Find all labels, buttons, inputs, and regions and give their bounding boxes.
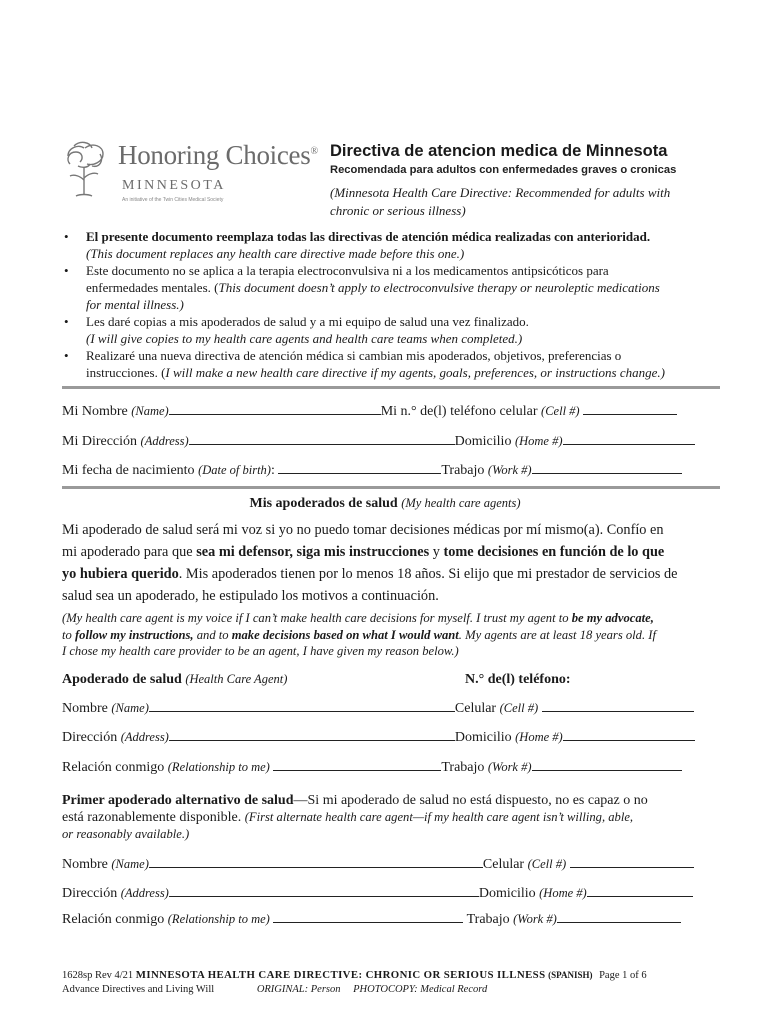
agent-work-phone-field[interactable] — [532, 756, 682, 771]
page-title: Directiva de atencion medica de Minnesota — [330, 142, 668, 160]
alternate-work-phone-field[interactable] — [557, 908, 681, 923]
logo — [62, 134, 322, 214]
agent-address-row: Dirección (Address) Domicilio (Home #) — [62, 726, 722, 746]
alternate-address-field[interactable] — [169, 882, 479, 897]
list-item: • Les daré copias a mis apoderados de salud y a mi equipo de salud una vez finalizado. (I will give copies to my health care agents and health care teams when completed.) — [60, 313, 730, 347]
my-dob-field[interactable] — [278, 459, 441, 474]
alternate-address-row: Dirección (Address) Domicilio (Home #) — [62, 882, 722, 902]
alternate-heading: Primer apoderado alternativo de salud—Si mi apoderado de salud no está dispuesto, no es capaz o no está razonablemente disponible. (First alternate health care agent—if my health care agent isn’t willing, able, or reasonably available.) — [62, 793, 648, 841]
divider — [62, 386, 720, 389]
my-name-field[interactable] — [169, 400, 381, 415]
logo-tagline: An initiative of the Twin Cities Medical Society — [122, 197, 224, 203]
my-dob-row: Mi fecha de nacimiento (Date of birth): Trabajo (Work #) — [62, 459, 722, 479]
footer: 1628sp Rev 4/21 MINNESOTA HEALTH CARE DIRECTIVE: CHRONIC OR SERIOUS ILLNESS (SPANISH) Page 1 of 6 Advance Directives and Living Will ORIGINAL: Person PHOTOCOPY: Medical Record — [62, 969, 647, 995]
my-address-row: Mi Dirección (Address) Domicilio (Home #) — [62, 430, 722, 450]
my-name-row: Mi Nombre (Name) Mi n.° de(l) teléfono celular (Cell #) — [62, 400, 722, 420]
divider — [62, 486, 720, 489]
section-heading: Mis apoderados de salud (My health care agents) — [249, 496, 521, 511]
list-item: • El presente documento reemplaza todas las directivas de atención médica realizadas con anterioridad. (This document replaces any health care directive made before this one.) — [60, 228, 730, 262]
alternate-relation-field[interactable] — [273, 908, 463, 923]
agent-name-field[interactable] — [149, 697, 455, 712]
agent-relation-field[interactable] — [273, 756, 441, 771]
my-work-phone-field[interactable] — [532, 459, 682, 474]
alternate-relation-row: Relación conmigo (Relationship to me) Trabajo (Work #) — [62, 908, 722, 928]
alternate-home-phone-field[interactable] — [587, 882, 693, 897]
agent-cell-field[interactable] — [542, 697, 694, 712]
list-item: • Este documento no se aplica a la terapia electroconvulsiva ni a los medicamentos antipsicóticos para enfermedades mentales. (This document doesn’t apply to electroconvulsive therapy or neuroleptic medications for mental illness.) — [60, 262, 730, 313]
english-title-line1: (Minnesota Health Care Directive: Recommended for adults with — [330, 185, 671, 200]
english-title-line2: chronic or serious illness) — [330, 203, 466, 218]
my-address-field[interactable] — [189, 430, 455, 445]
instructions-list — [60, 228, 730, 381]
page-subtitle: Recomendada para adultos con enfermedades graves o cronicas — [330, 164, 677, 176]
agent-address-field[interactable] — [169, 726, 455, 741]
agent-name-row: Nombre (Name) Celular (Cell #) — [62, 697, 722, 717]
list-item: • Realizaré una nueva directiva de atención médica si cambian mis apoderados, objetivos, preferencias o instrucciones. (I will make a new health care directive if my agents, goals, preferences, or instructions change.) — [60, 347, 730, 381]
logo-state: MINNESOTA — [122, 178, 226, 193]
my-cell-field[interactable] — [583, 400, 677, 415]
alternate-cell-field[interactable] — [570, 853, 694, 868]
alternate-name-field[interactable] — [149, 853, 483, 868]
agents-paragraph-es: Mi apoderado de salud será mi voz si yo no puedo tomar decisiones médicas por mí mismo(a). Confío en mi apoderado para que sea mi defensor, siga mis instrucciones y tome decisiones en función de lo que yo hubiera querido. Mis apoderados tienen por lo menos 18 años. Si elijo que mi prestador de servicios de salud sea un apoderado, he estipulado los motivos a continuación. — [62, 522, 678, 604]
agent-home-phone-field[interactable] — [563, 726, 695, 741]
my-home-phone-field[interactable] — [563, 430, 695, 445]
logo-brand: Honoring Choices® — [118, 140, 318, 170]
agent-heading-row: Apoderado de salud (Health Care Agent) N.° de(l) teléfono: — [62, 672, 571, 687]
agents-paragraph-en: (My health care agent is my voice if I can’t make health care decisions for myself. I trust my agent to be my advocate, to follow my instructions, and to make decisions based on what I would want. My agents are at least 18 years old. If I chose my health care provider to be an agent, I have given my reason below.) — [62, 611, 656, 658]
tree-logo-icon — [62, 138, 108, 200]
alternate-name-row: Nombre (Name) Celular (Cell #) — [62, 853, 722, 873]
agent-relation-row: Relación conmigo (Relationship to me) Trabajo (Work #) — [62, 756, 722, 776]
